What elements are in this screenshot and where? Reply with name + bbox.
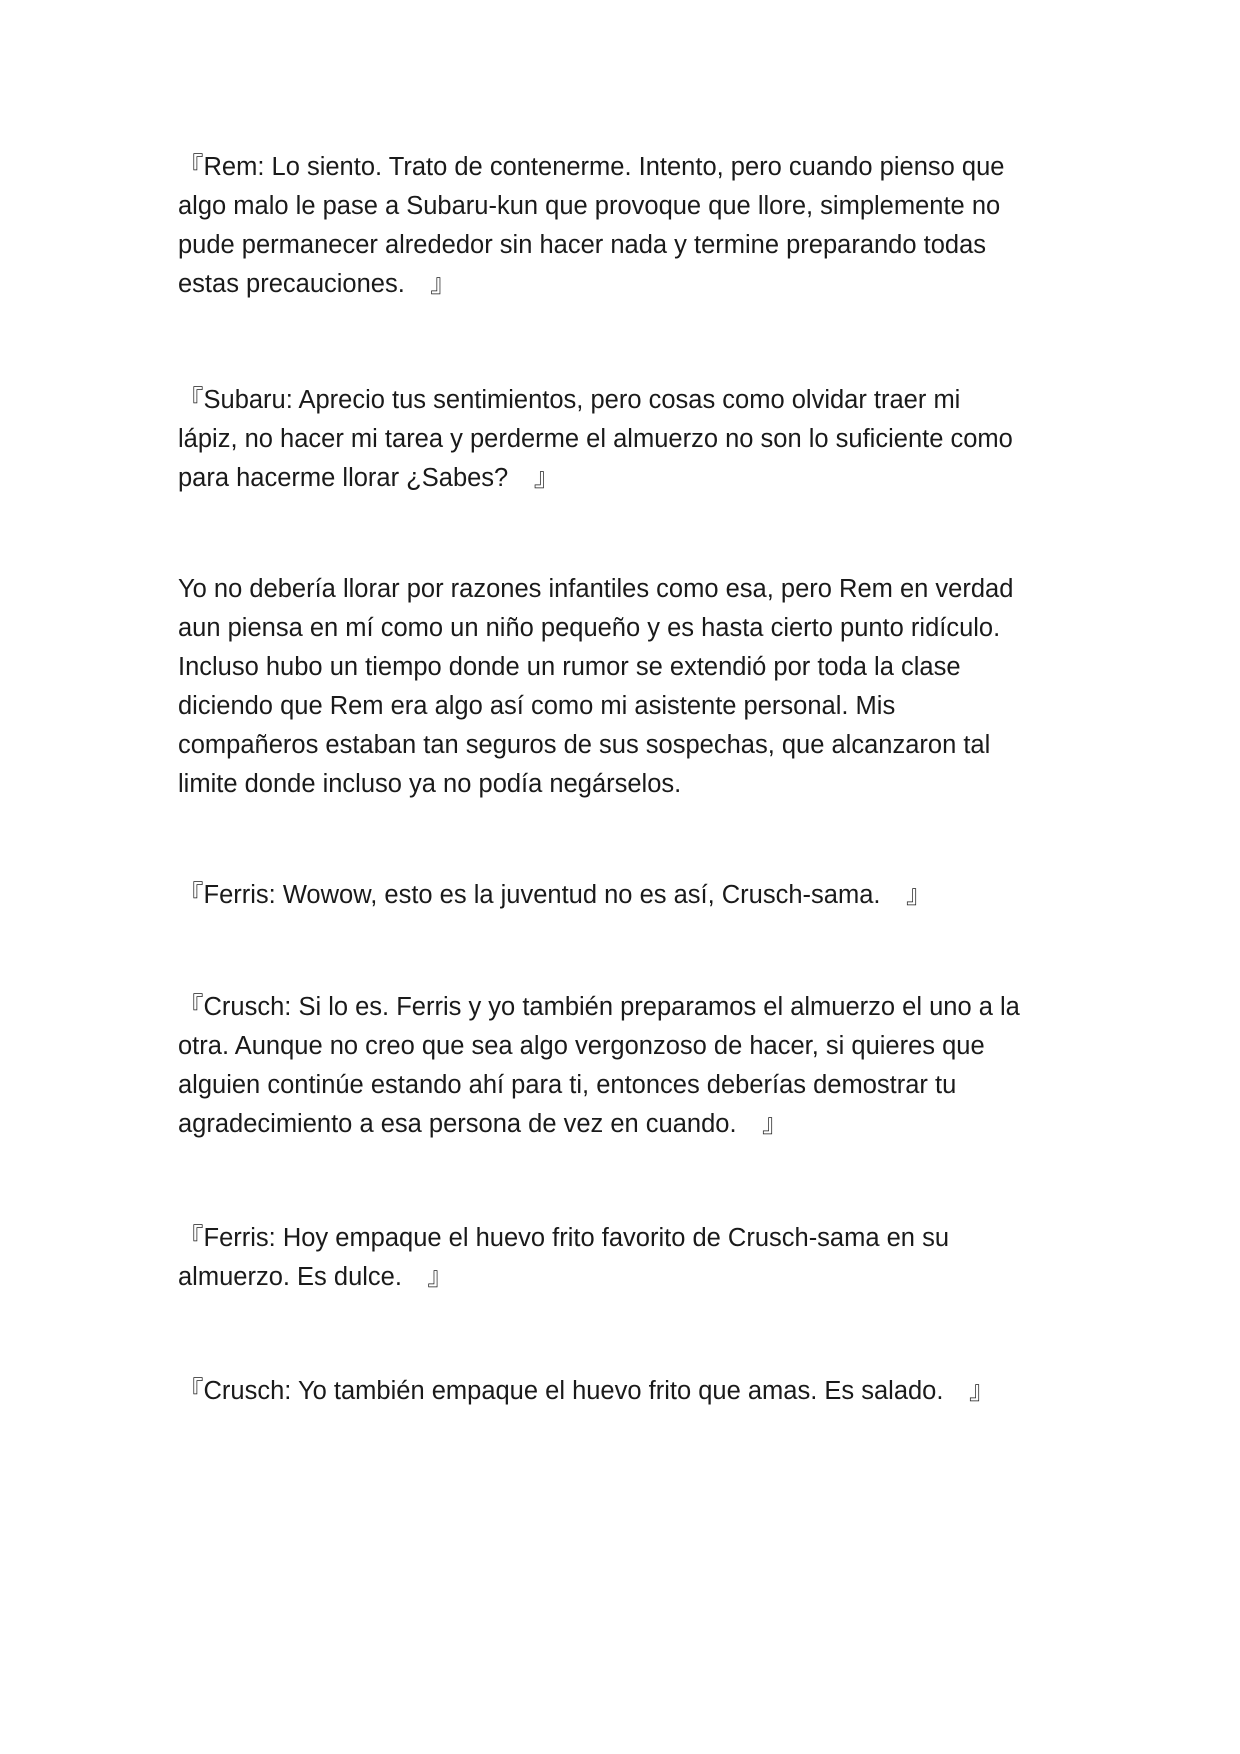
paragraph-rem-dialogue: 『Rem: Lo siento. Trato de contenerme. Intento, pero cuando pienso que algo malo le pase a Subaru-kun que provoque que llore, simplemente no pude permanecer alrededor sin hacer nada y termine preparando todas estas precauciones. 』 (178, 153, 1005, 298)
paragraph-subaru-dialogue: 『Subaru: Aprecio tus sentimientos, pero cosas como olvidar traer mi lápiz, no hacer mi tarea y perderme el almuerzo no son lo suficiente como para hacerme llorar ¿Sabes? 』 (178, 386, 1013, 492)
paragraph-crusch-dialogue-2: 『Crusch: Yo también empaque el huevo frito que amas. Es salado. 』 (178, 1377, 995, 1405)
paragraph-ferris-dialogue: 『Ferris: Wowow, esto es la juventud no es así, Crusch-sama. 』 (178, 881, 932, 909)
paragraph-ferris-dialogue-2: 『Ferris: Hoy empaque el huevo frito favorito de Crusch-sama en su almuerzo. Es dulce. 』 (178, 1224, 950, 1291)
paragraph-narration: Yo no debería llorar por razones infantiles como esa, pero Rem en verdad aun piensa en mí como un niño pequeño y es hasta cierto punto ridículo. Incluso hubo un tiempo donde un rumor se extendió por toda la clase diciendo que Rem era algo así como mi asistente personal. Mis compañeros estaban tan seguros de sus sospechas, que alcanzaron tal limite donde incluso ya no podía negárselos. (178, 575, 1014, 798)
paragraph-crusch-dialogue: 『Crusch: Si lo es. Ferris y yo también preparamos el almuerzo el uno a la otra. Aunque no creo que sea algo vergonzoso de hacer, si quieres que alguien continúe estando ahí para ti, entonces deberías demostrar tu agradecimiento a esa persona de vez en cuando. 』 (178, 993, 1020, 1138)
